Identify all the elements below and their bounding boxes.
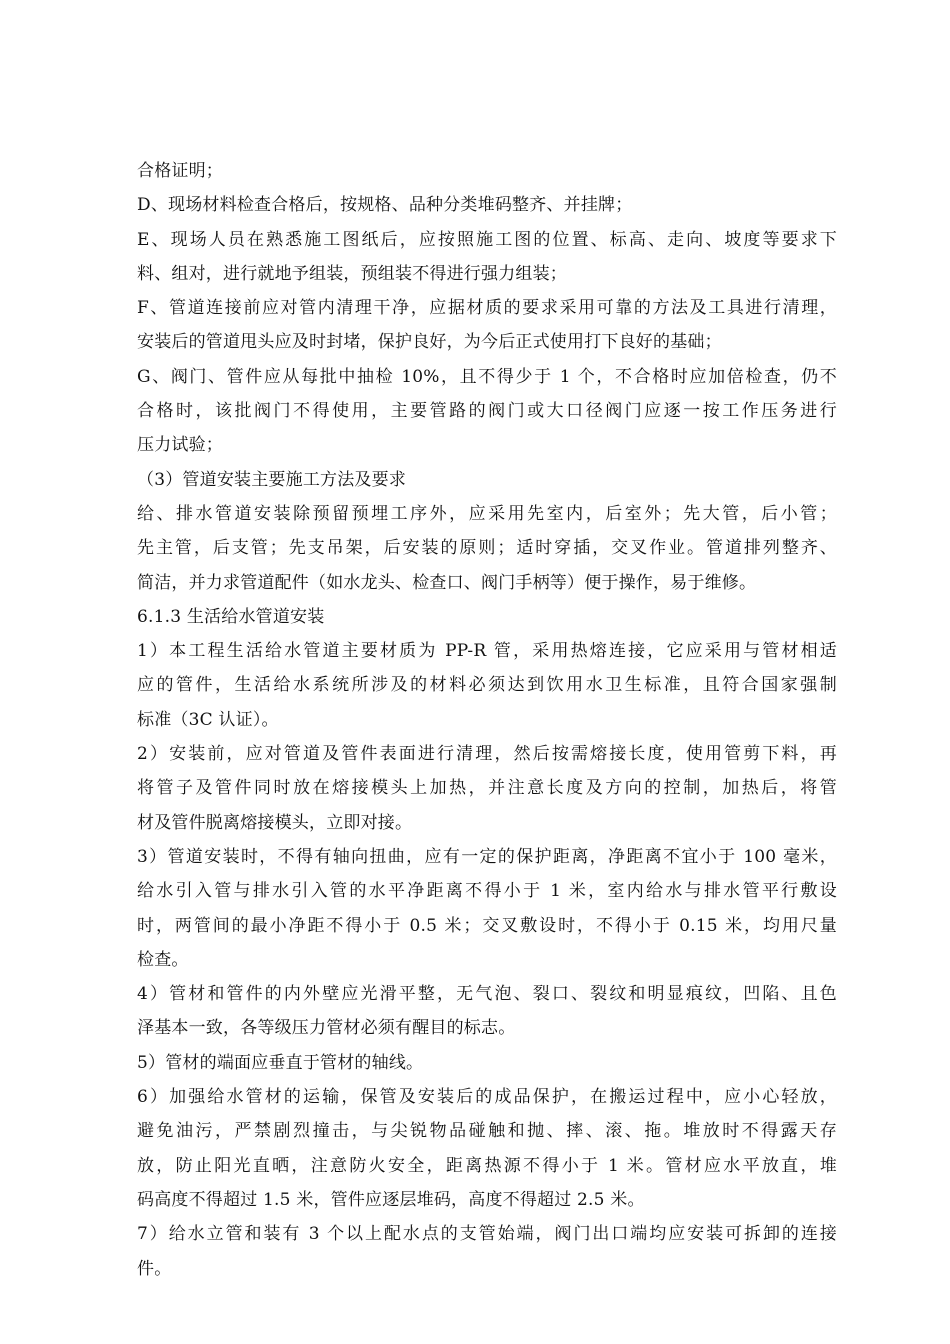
text-line: 件。 [137, 1258, 172, 1279]
text-line: 码高度不得超过 1.5 米，管件应逐层堆码，高度不得超过 2.5 米。 [137, 1189, 645, 1210]
text-line: 简洁，并力求管道配件（如水龙头、检查口、阀门手柄等）便于操作，易于维修。 [137, 572, 757, 593]
text-line: 检查。 [137, 949, 189, 970]
text-line: 安装后的管道甩头应及时封堵，保护良好，为今后正式使用打下良好的基础； [137, 332, 722, 353]
text-line: 先主管，后支管；先支吊架，后安装的原则；适时穿插，交叉作业。管道排列整齐、 [137, 538, 837, 559]
text-line: 应的管件，生活给水系统所涉及的材料必须达到饮用水卫生标准，且符合国家强制 [137, 675, 837, 696]
text-line: 标准（3C 认证）。 [137, 709, 279, 730]
text-line: 合格时，该批阀门不得使用，主要管路的阀门或大口径阀门应逐一按工作压务进行 [137, 401, 837, 422]
text-line: 3）管道安装时，不得有轴向扭曲，应有一定的保护距离，净距离不宜小于 100 毫米， [137, 846, 837, 867]
text-line: 放，防止阳光直晒，注意防火安全，距离热源不得小于 1 米。管材应水平放直，堆 [137, 1155, 837, 1176]
text-line: F、管道连接前应对管内清理干净，应据材质的要求采用可靠的方法及工具进行清理， [137, 298, 837, 319]
section-heading: 6.1.3 生活给水管道安装 [137, 606, 325, 627]
text-line: 避免油污，严禁剧烈撞击，与尖锐物品碰触和抛、摔、滚、拖。堆放时不得露天存 [137, 1121, 837, 1142]
text-line: 给、排水管道安装除预留预埋工序外，应采用先室内，后室外；先大管，后小管； [137, 503, 837, 524]
text-line: 材及管件脱离熔接模头，立即对接。 [137, 812, 413, 833]
document-body [137, 154, 837, 1286]
text-line: 合格证明； [137, 161, 223, 181]
text-line: 给水引入管与排水引入管的水平净距离不得小于 1 米，室内给水与排水管平行敷设 [137, 881, 837, 902]
text-line: 料、组对，进行就地予组装，预组装不得进行强力组装； [137, 263, 567, 284]
text-line: 泽基本一致，各等级压力管材必须有醒目的标志。 [137, 1018, 516, 1039]
text-line: G、阀门、管件应从每批中抽检 10%，且不得少于 1 个，不合格时应加倍检查，仍不 [137, 366, 837, 387]
text-line: E、现场人员在熟悉施工图纸后，应按照施工图的位置、标高、走向、坡度等要求下 [137, 229, 837, 250]
text-line: 1）本工程生活给水管道主要材质为 PP-R 管，采用热熔连接，它应采用与管材相适 [137, 641, 837, 662]
text-line: 压力试验； [137, 435, 223, 456]
text-line: D、现场材料检查合格后，按规格、品种分类堆码整齐、并挂牌； [137, 195, 633, 216]
section-heading: （3）管道安装主要施工方法及要求 [137, 469, 407, 490]
text-line: 6）加强给水管材的运输，保管及安装后的成品保护，在搬运过程中，应小心轻放， [137, 1087, 837, 1108]
text-line: 7）给水立管和装有 3 个以上配水点的支管始端，阀门出口端均应安装可拆卸的连接 [137, 1224, 837, 1245]
text-line: 时，两管间的最小净距不得小于 0.5 米；交叉敷设时，不得小于 0.15 米，均用尺量 [137, 915, 837, 936]
text-line: 4）管材和管件的内外壁应光滑平整，无气泡、裂口、裂纹和明显痕纹，凹陷、且色 [137, 984, 837, 1005]
text-line: 将管子及管件同时放在熔接模头上加热，并注意长度及方向的控制，加热后，将管 [137, 778, 837, 799]
text-line: 2）安装前，应对管道及管件表面进行清理，然后按需熔接长度，使用管剪下料，再 [137, 744, 837, 765]
text-line: 5）管材的端面应垂直于管材的轴线。 [137, 1052, 424, 1073]
